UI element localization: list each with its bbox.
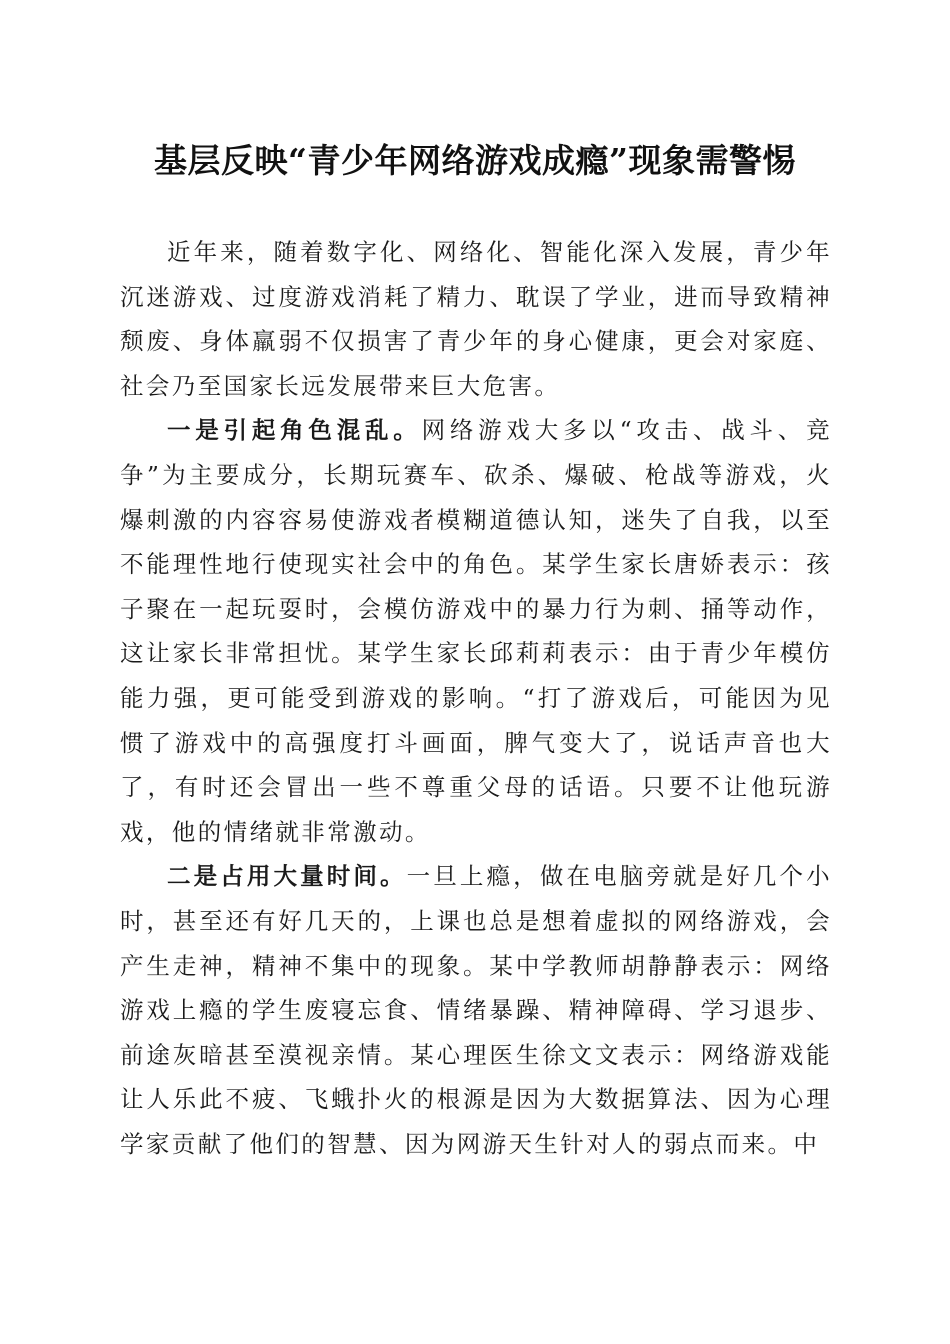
paragraph-intro (120, 230, 832, 408)
paragraph-lead: 一是引起角色混乱。 (167, 416, 422, 445)
paragraph-lead: 二是占用大量时间。 (167, 862, 407, 891)
paragraph-text: 近年来，随着数字化、网络化、智能化深入发展，青少年沉迷游戏、过度游戏消耗了精力、耽误了学业，进而导致精神颓废、身体羸弱不仅损害了青少年的身心健康，更会对家庭、社会乃至国家长远发展带来巨大危害。 (120, 238, 832, 400)
paragraph-text: 网络游戏大多以“攻击、战斗、竞争”为主要成分，长期玩赛车、砍杀、爆破、枪战等游戏，火爆刺激的内容容易使游戏者模糊道德认知，迷失了自我，以至不能理性地行使现实社会中的角色。某学生家长唐娇表示：孩子聚在一起玩耍时，会模仿游戏中的暴力行为刺、捅等动作，这让家长非常担忧。某学生家长邱莉莉表示：由于青少年模仿能力强，更可能受到游戏的影响。“打了游戏后，可能因为见惯了游戏中的高强度打斗画面，脾气变大了，说话声音也大了，有时还会冒出一些不尊重父母的话语。只要不让他玩游戏，他的情绪就非常激动。 (120, 416, 832, 846)
paragraph-text: 一旦上瘾，做在电脑旁就是好几个小时，甚至还有好几天的，上课也总是想着虚拟的网络游戏，会产生走神，精神不集中的现象。某中学教师胡静静表示：网络游戏上瘾的学生废寝忘食、情绪暴躁、精神障碍、学习退步、前途灰暗甚至漠视亲情。某心理医生徐文文表示：网络游戏能让人乐此不疲、飞蛾扑火的根源是因为大数据算法、因为心理学家贡献了他们的智慧、因为网游天生针对人的弱点而来。中 (120, 862, 832, 1158)
paragraph-point-two (120, 854, 832, 1166)
document-body (120, 230, 832, 1166)
paragraph-point-one (120, 408, 832, 854)
document-title: 基层反映“青少年网络游戏成瘾”现象需警惕 (154, 141, 796, 180)
